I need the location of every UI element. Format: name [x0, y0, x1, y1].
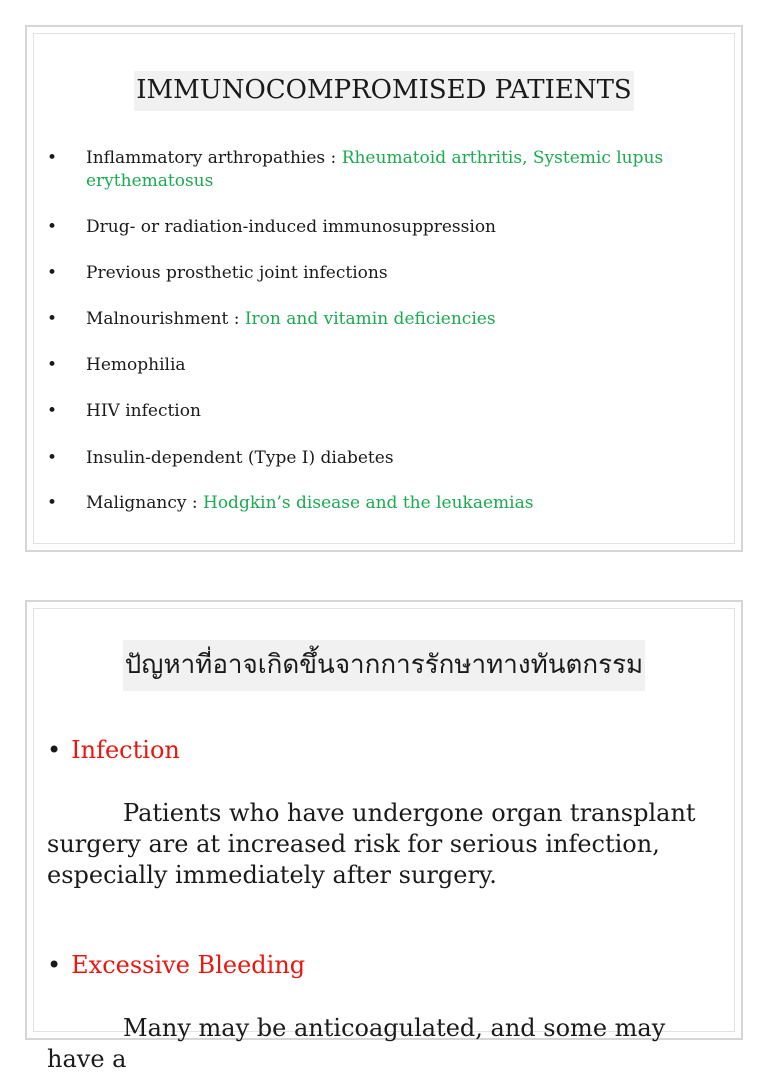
item-label: Drug- or radiation-induced immunosuppression	[86, 217, 497, 237]
item-label: HIV infection	[86, 401, 201, 421]
infection-paragraph: Patients who have undergone organ transplant surgery are at increased risk for serious infection, especially immediately after surgery.	[47, 799, 696, 889]
item-label: Hemophilia	[86, 355, 186, 375]
item-label: Malnourishment :	[86, 309, 245, 329]
bullet-excessive-bleeding	[47, 951, 305, 979]
bullet-icon: •	[47, 951, 62, 979]
bullet-icon: •	[47, 355, 58, 375]
slide-immunocompromised-patients	[25, 25, 743, 552]
slide-title-text: IMMUNOCOMPROMISED PATIENTS	[134, 71, 633, 111]
bullet-infection	[47, 736, 180, 764]
item-label: Malignancy :	[86, 493, 203, 513]
slide-title	[27, 640, 741, 691]
bullet-icon: •	[47, 493, 58, 513]
item-label: Inflammatory arthropathies :	[86, 148, 342, 168]
slide-dental-treatment-problems	[25, 600, 743, 1073]
bleeding-paragraph: Many may be anticoagulated, and some may have a	[47, 1014, 666, 1073]
item-detail: Hodgkin’s disease and the leukaemias	[203, 493, 534, 513]
bullet-icon: •	[47, 736, 62, 764]
bullet-icon: •	[47, 148, 58, 168]
slide-title-text: ปัญหาที่อาจเกิดขึ้นจากการรักษาทางทันตกรรม	[123, 640, 645, 691]
item-label: Previous prosthetic joint infections	[86, 263, 388, 283]
bullet-icon: •	[47, 217, 58, 237]
bullet-icon: •	[47, 309, 58, 329]
bullet-heading: Excessive Bleeding	[71, 951, 306, 979]
bullet-heading: Infection	[71, 736, 180, 764]
item-detail: Iron and vitamin deficiencies	[244, 309, 496, 329]
bullet-icon: •	[47, 448, 58, 468]
item-label: Insulin-dependent (Type I) diabetes	[86, 448, 394, 468]
bullet-icon: •	[47, 263, 58, 283]
item-detail: Rheumatoid arthritis, Systemic lupus erythematosus	[86, 148, 664, 191]
slide-title	[27, 71, 741, 111]
bullet-icon: •	[47, 401, 58, 421]
